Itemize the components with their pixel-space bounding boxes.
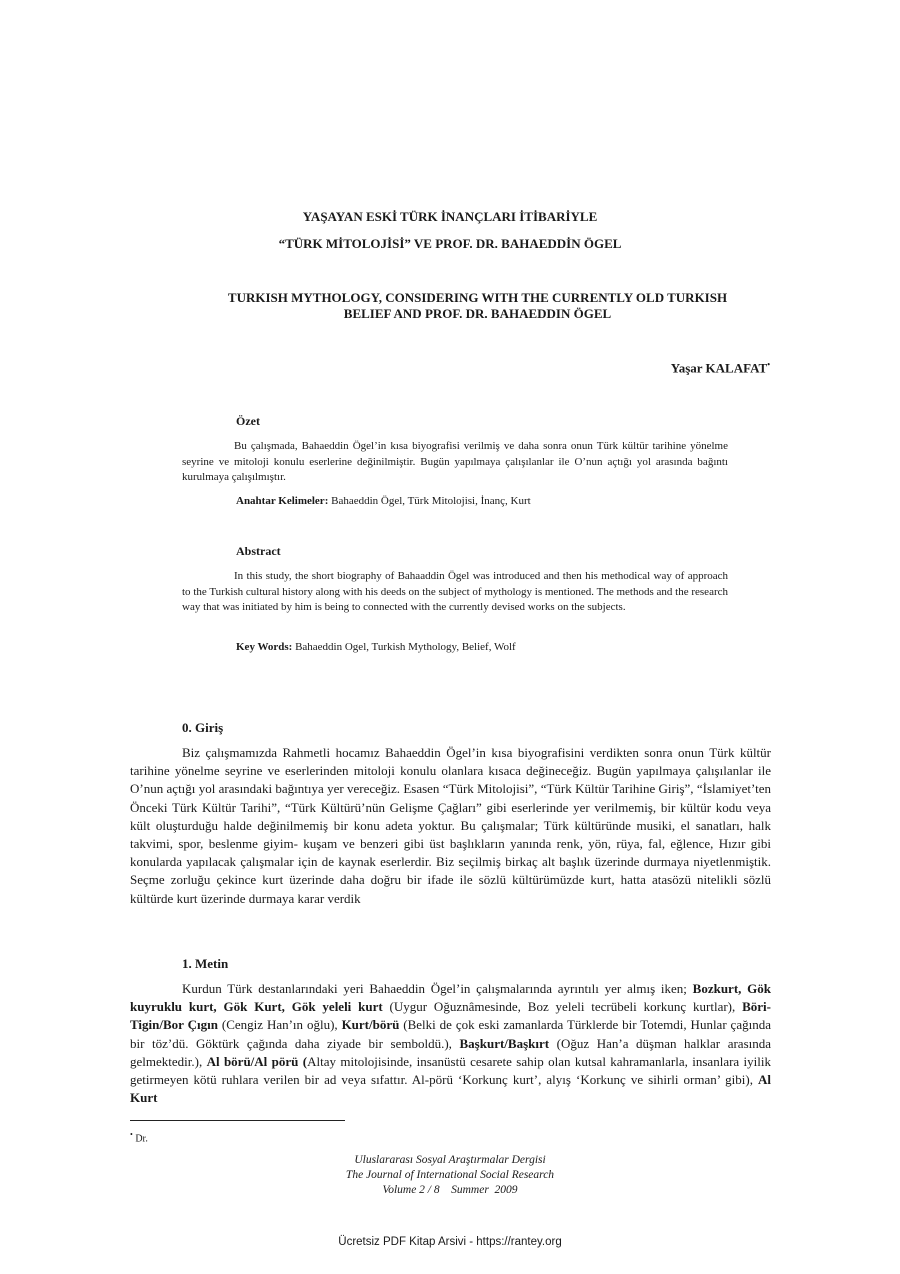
section-1-segment: (Cengiz Han’ın oğlu), [217,1017,342,1033]
english-title-line-2: BELIEF AND PROF. DR. BAHAEDDIN ÖGEL [343,306,612,321]
section-1-segment: (Oğuz Han’a düşman halklar arasında gelmektedir.), [130,1035,772,1069]
author-footnote-marker: • [767,360,770,369]
abstract-keywords [236,640,736,656]
section-1-heading: 1. Metin [182,956,229,971]
english-title-line-1: TURKISH MYTHOLOGY, CONSIDERING WITH THE CURRENTLY OLD TURKISH [227,290,728,305]
section-1-segment: Kurdun Türk destanlarındaki yeri Bahaeddin Ögel’in çalışmalarında ayrıntılı yer almış iken; [182,981,693,996]
section-0-heading: 0. Giriş [182,720,224,735]
abstract-keywords-label: Key Words: [236,641,293,653]
section-1-segment: Altay mitolojisinde, insanüstü cesarete sahip olan kutsal kahramanlarla, insanlara iyilik getirmeyen kötü ruhlara verilen bir ad veya sıfattır. Al-pörü ‘Korkunç kurt’, alyış ‘Korkunç ve sihirli orman’ gibi), [130,1053,772,1088]
section-1-term: Bozkurt, Gök kuyruklu kurt, Gök Kurt, Gök yeleli kurt [130,981,771,1015]
ozet-keywords-value: Bahaeddin Ögel, Türk Mitolojisi, İnanç, Kurt [328,495,531,507]
journal-volume: Volume 2 / 8 Summer 2009 [382,1184,518,1196]
section-1-term: Böri-Tigin/Bor Çıgın [130,999,771,1033]
section-1-term: Al börü/Al pörü ( [206,1053,308,1069]
abstract-heading: Abstract [236,544,281,558]
pdf-archive-note: Ücretsiz PDF Kitap Arsivi - https://rantey.org [338,1236,562,1248]
journal-name-en: The Journal of International Social Research [345,1169,555,1181]
section-1-term: Başkurt/Başkırt [459,1035,550,1051]
author [671,360,770,376]
footnote-marker: • [130,1130,133,1139]
ozet-text: Bu çalışmada, Bahaeddin Ögel’in kısa biyografisi verilmiş ve daha sonra onun Türk kültür tarihine yönelme seyrine ve mitoloji konulu eserlerine değinilmiştir. Bugün yapılmaya çalışılanlar ile O’nun açtığı yol arasında bağıntı kurulmaya çalışılmıştır. [182,440,728,483]
footnote [130,1130,148,1144]
ozet-keywords [236,494,736,510]
section-1-term: Al Kurt [130,1072,771,1106]
section-1-segment: (Belki de çok eski zamanlarda Türklerde bir Totemdi, Hunlar çağında bir töz’dü. Göktürk çağında daha ziyade bir semboldü.), [130,1017,771,1051]
author-name: Yaşar KALAFAT [670,360,768,376]
abstract-keywords-value: Bahaeddin Ogel, Turkish Mythology, Belief, Wolf [292,641,516,653]
section-0-text: Biz çalışmamızda Rahmetli hocamız Bahaeddin Ögel’in kısa biyografisini verdikten sonra onun Türk kültür tarihine yönelme seyrine ve eserlerinden mitoloji konulu olanlara kısaca değineceğiz. Bugün yapılmaya çalışılanlar ile O’nun açtığı yol arasındaki bağıntıya yer vereceğiz. Esasen “Türk Mitolojisi”, “Türk Kültür Tarihine Giriş”, “İslamiyet’ten Önceki Türk Kültür Tarihi”, “Türk Kültürü’nün Gelişme Çağları” gibi eserlerinde yer verilmemiş, bir kültür kodu veya kült oluşturduğu halde değinilmemiş bir konu adeta yoktur. Bu çalışmalar; Türk kültüründe musiki, el sanatları, halk takvimi, spor, beslenme giyim- kuşam ve benzeri gibi üst başlıkların yanında renk, yön, rüya, fal, eğlence, Hızır gibi konularda yapılacak çalışmalar için de kaynak eserlerdir. Biz seçilmiş birkaç alt başlık üzerinde durmaya niyetlenmiştik. Seçme zorluğu çekince kurt üzerinde daha doğru bir ifade ile sözlü kültürümüzde kurt, hatta atasözü nitelikli sözlü kültürde kurt üzerinde durmaya karar verdik [130,745,771,906]
ozet-heading: Özet [236,414,260,428]
ozet-keywords-label: Anahtar Kelimeler: [236,495,329,507]
title-line-1: YAŞAYAN ESKİ TÜRK İNANÇLARI İTİBARİYLE [302,209,598,224]
abstract-text: In this study, the short biography of Bahaaddin Ögel was introduced and then his methodical way of approach to the Turkish cultural history along with his deeds on the subject of mythology is mentioned. The methods and the research way that was initiated by him is being to connected with the currently devised works on the subjects. [182,570,728,613]
footnote-divider [130,1120,345,1121]
title-line-2: “TÜRK MİTOLOJİSİ” VE PROF. DR. BAHAEDDİN ÖGEL [278,236,622,251]
section-1-text [130,980,771,1107]
section-1-segment: (Uygur Oğuznâmesinde, Boz yeleli tecrübeli korkunç kurtlar), [382,999,743,1015]
footnote-text: Dr. [132,1133,148,1145]
journal-name-tr: Uluslararası Sosyal Araştırmalar Dergisi [354,1154,546,1166]
section-1-term: Kurt/börü [341,1017,400,1033]
english-title [150,290,805,322]
